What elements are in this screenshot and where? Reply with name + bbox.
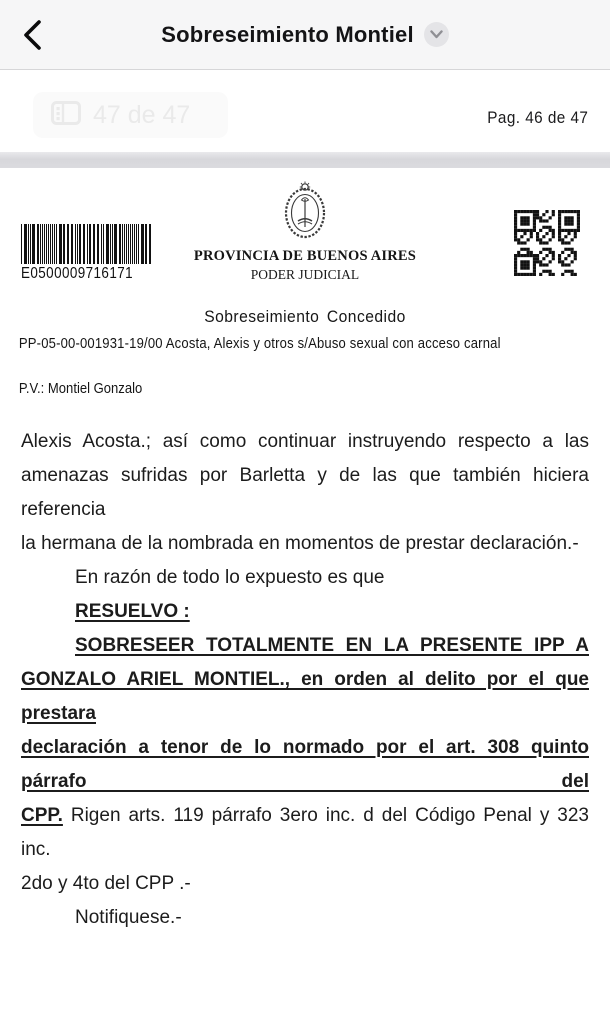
title-wrap <box>161 22 449 48</box>
doc-text-segment: declaración a tenor de lo normado por el art. 308 quinto párrafo del <box>21 737 589 792</box>
doc-pv-line: P.V.: Montiel Gonzalo <box>18 381 143 397</box>
doc-body <box>0 425 610 935</box>
doc-text-segment: En razón de todo lo expuesto es que <box>75 567 385 588</box>
doc-line <box>21 459 589 527</box>
doc-line <box>21 629 589 663</box>
back-chevron-icon <box>23 19 42 54</box>
doc-line <box>21 425 589 459</box>
page-indicator-label: 47 de 47 <box>93 100 191 129</box>
doc-text-segment: la hermana de la nombrada en momentos de prestar declaración.- <box>21 533 579 554</box>
doc-line <box>21 663 589 731</box>
barcode-block <box>21 224 153 283</box>
doc-text-segment: Alexis Acosta.; así como continuar instruyendo respecto a las <box>21 431 589 452</box>
doc-line <box>21 595 589 629</box>
doc-text-segment: amenazas sufridas por Barletta y de las que también hiciera referencia <box>21 465 589 520</box>
doc-title: Sobreseimiento Concedido <box>204 307 406 326</box>
doc-text-segment: RESUELVO : <box>75 601 190 622</box>
doc-text-segment: SOBRESEER TOTALMENTE EN LA PRESENTE IPP A <box>75 635 589 656</box>
page-indicator-pill[interactable] <box>33 92 228 138</box>
doc-text-segment: Rigen arts. 119 párrafo 3ero inc. d del Código Penal y 323 inc. <box>21 805 589 860</box>
org-subtitle: PODER JUDICIAL <box>250 267 360 282</box>
doc-line <box>21 561 589 595</box>
chevron-down-icon <box>430 27 443 42</box>
org-name: PROVINCIA DE BUENOS AIRES <box>193 248 417 264</box>
coat-of-arms-icon <box>274 227 336 244</box>
app-header <box>0 0 610 70</box>
doc-line <box>21 901 589 935</box>
qr-block <box>514 210 580 276</box>
doc-line <box>21 867 589 901</box>
page-number-label: Pag. 46 de 47 <box>486 108 588 127</box>
viewer-toolbar <box>0 70 610 152</box>
page-separator <box>0 152 610 168</box>
pdf-page[interactable] <box>0 168 610 1018</box>
doc-line <box>21 527 589 561</box>
doc-case-line: PP-05-00-001931-19/00 Acosta, Alexis y otros s/Abuso sexual con acceso carnal <box>18 336 501 352</box>
barcode-icon <box>21 224 151 264</box>
doc-text-segment: 2do y 4to del CPP .- <box>21 873 191 894</box>
doc-text-segment: CPP. <box>21 805 63 826</box>
seal-block <box>145 180 465 283</box>
page-title: Sobreseimiento Montiel <box>161 21 414 47</box>
back-button[interactable] <box>10 14 54 58</box>
qr-code-icon <box>514 210 580 276</box>
doc-text-segment: GONZALO ARIEL MONTIEL., en orden al delito por el que prestara <box>21 669 589 724</box>
barcode-number: E0500009716171 <box>21 265 134 282</box>
doc-line <box>21 799 589 867</box>
pages-icon <box>51 101 81 130</box>
doc-line <box>21 731 589 799</box>
doc-text-segment: Notifiquese.- <box>75 907 182 928</box>
title-dropdown-button[interactable] <box>424 22 449 47</box>
doc-letterhead <box>0 168 610 301</box>
